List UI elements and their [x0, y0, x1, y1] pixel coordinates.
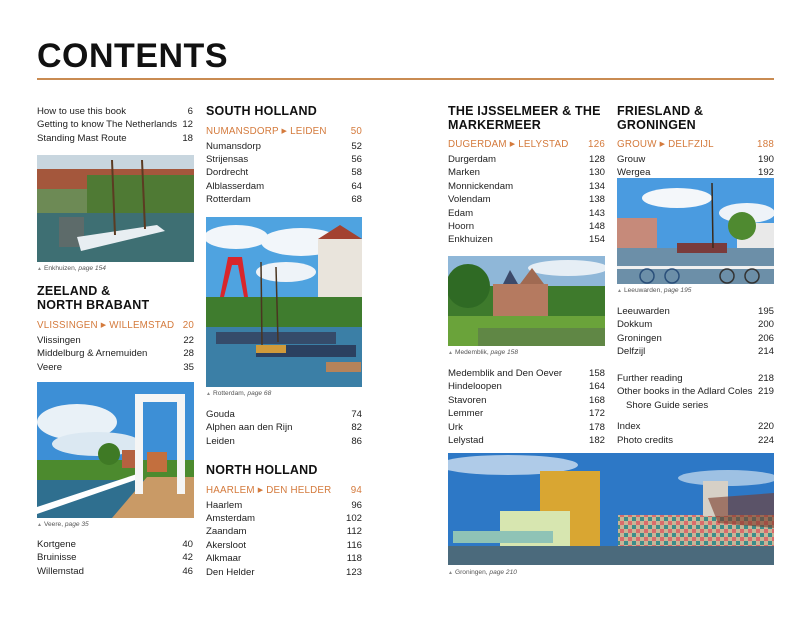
- toc-entry[interactable]: Gouda 74: [206, 409, 362, 420]
- toc-entry[interactable]: Lelystad 182: [448, 435, 605, 447]
- toc-entry[interactable]: Middelburg & Arnemuiden 28: [37, 348, 194, 360]
- section-heading: ZEELAND & NORTH BRABANT: [37, 284, 150, 312]
- section-heading: THE IJSSELMEER & THE MARKERMEER: [448, 104, 601, 132]
- toc-entry[interactable]: Dokkum 200: [617, 319, 774, 331]
- section-zeeland: [37, 285, 194, 374]
- back-matter: [617, 372, 774, 447]
- photo-caption: ▲ Medemblik, page 158: [448, 349, 519, 356]
- toc-entry[interactable]: Lemmer 172: [448, 408, 605, 420]
- toc-entry[interactable]: Hoorn 148: [448, 221, 605, 233]
- toc-entry[interactable]: Monnickendam 134: [448, 180, 605, 192]
- triangle-up-icon: ▲: [37, 522, 42, 528]
- zeeland-list-continued: [37, 538, 193, 578]
- toc-entry[interactable]: Wergea 192: [617, 167, 774, 179]
- toc-entry[interactable]: Marken 130: [448, 167, 605, 179]
- toc-entry[interactable]: Vlissingen 22: [37, 335, 194, 346]
- photo-caption: ▲ Leeuwarden, page 195: [617, 287, 692, 294]
- triangle-up-icon: ▲: [206, 391, 211, 397]
- canal-image-icon: [617, 178, 774, 284]
- route-entry[interactable]: NUMANSDORP ▶ LEIDEN 50: [206, 125, 362, 137]
- section-heading: NORTH HOLLAND: [206, 463, 318, 477]
- play-arrow-icon: ▶: [659, 141, 666, 148]
- toc-entry[interactable]: Groningen 206: [617, 332, 774, 344]
- title-rule: [37, 78, 774, 80]
- toc-entry[interactable]: Hindeloopen 164: [448, 381, 605, 393]
- route-entry[interactable]: HAARLEM ▶ DEN HELDER 94: [206, 484, 362, 496]
- section-heading: SOUTH HOLLAND: [206, 104, 317, 118]
- page-title: CONTENTS: [37, 37, 228, 75]
- photo-groningen: [448, 453, 774, 565]
- play-arrow-icon: ▶: [257, 486, 264, 494]
- play-arrow-icon: ▶: [100, 322, 107, 329]
- toc-entry[interactable]: Enkhuizen 154: [448, 234, 605, 246]
- triangle-up-icon: ▲: [617, 288, 622, 294]
- toc-entry[interactable]: Leeuwarden 195: [617, 306, 774, 317]
- section-friesland: [617, 105, 774, 180]
- toc-entry[interactable]: Edam 143: [448, 207, 605, 219]
- castle-image-icon: [448, 256, 605, 346]
- harbour-image-icon: [37, 155, 194, 262]
- ijsselmeer-list-continued: [448, 367, 605, 447]
- toc-entry-other-books-continued: Shore Guide series: [626, 399, 709, 411]
- museum-image-icon: [448, 453, 774, 565]
- toc-entry-other-books[interactable]: Other books in the Adlard Coles 219: [617, 386, 774, 398]
- harbour-city-image-icon: [206, 217, 362, 387]
- toc-entry[interactable]: Grouw 190: [617, 154, 774, 165]
- toc-entry[interactable]: Willemstad 46: [37, 565, 193, 577]
- toc-entry[interactable]: Bruinisse 42: [37, 552, 193, 564]
- toc-entry[interactable]: How to use this book 6: [37, 106, 193, 117]
- photo-leeuwarden: [617, 178, 774, 284]
- photo-caption: ▲ Rotterdam, page 68: [206, 390, 272, 397]
- section-ijsselmeer: [448, 105, 605, 247]
- play-arrow-icon: ▶: [281, 127, 288, 135]
- triangle-up-icon: ▲: [37, 266, 42, 272]
- play-arrow-icon: ▶: [509, 141, 516, 148]
- photo-caption: ▲ Enkhuizen, page 154: [37, 265, 106, 272]
- toc-entry[interactable]: Stavoren 168: [448, 394, 605, 406]
- intro-list: [37, 105, 193, 145]
- toc-entry[interactable]: Dordrecht 58: [206, 167, 362, 179]
- route-entry[interactable]: DUGERDAM ▶ LELYSTAD 126: [448, 139, 605, 150]
- section-north-holland: [206, 464, 362, 579]
- toc-entry[interactable]: Akersloot 116: [206, 539, 362, 551]
- photo-rotterdam: [206, 217, 362, 387]
- toc-entry[interactable]: Amsterdam 102: [206, 512, 362, 524]
- toc-entry[interactable]: Haarlem 96: [206, 499, 362, 511]
- toc-entry[interactable]: Volendam 138: [448, 194, 605, 206]
- toc-entry[interactable]: Kortgene 40: [37, 539, 193, 550]
- photo-medemblik: [448, 256, 605, 346]
- toc-entry[interactable]: Strijensas 56: [206, 153, 362, 165]
- toc-entry[interactable]: Alblasserdam 64: [206, 180, 362, 192]
- triangle-up-icon: ▲: [448, 350, 453, 356]
- toc-entry[interactable]: Den Helder 123: [206, 566, 362, 578]
- toc-entry[interactable]: Medemblik and Den Oever 158: [448, 368, 605, 379]
- south-holland-list-continued: [206, 408, 362, 448]
- section-south-holland: [206, 105, 362, 207]
- toc-entry[interactable]: Durgerdam 128: [448, 154, 605, 165]
- toc-entry[interactable]: Standing Mast Route 18: [37, 132, 193, 144]
- photo-caption: ▲ Veere, page 35: [37, 521, 89, 528]
- route-entry[interactable]: VLISSINGEN ▶ WILLEMSTAD 20: [37, 320, 194, 331]
- toc-entry-index[interactable]: Index 220: [617, 421, 774, 433]
- photo-caption: ▲ Groningen, page 210: [448, 569, 517, 576]
- toc-entry[interactable]: Zaandam 112: [206, 526, 362, 538]
- toc-entry[interactable]: Urk 178: [448, 421, 605, 433]
- friesland-list-continued: [617, 305, 774, 359]
- toc-entry[interactable]: Numansdorp 52: [206, 140, 362, 152]
- photo-veere: [37, 382, 194, 518]
- triangle-up-icon: ▲: [448, 570, 453, 576]
- toc-entry[interactable]: Delfzijl 214: [617, 346, 774, 358]
- toc-entry[interactable]: Veere 35: [37, 361, 194, 373]
- toc-entry[interactable]: Getting to know The Netherlands 12: [37, 119, 193, 131]
- photo-enkhuizen: [37, 155, 194, 262]
- toc-entry[interactable]: Leiden 86: [206, 435, 362, 447]
- toc-entry[interactable]: Alkmaar 118: [206, 553, 362, 565]
- toc-entry[interactable]: Rotterdam 68: [206, 194, 362, 206]
- toc-entry-photo-credits[interactable]: Photo credits 224: [617, 434, 774, 446]
- toc-entry[interactable]: Alphen aan den Rijn 82: [206, 422, 362, 434]
- toc-entry-further-reading[interactable]: Further reading 218: [617, 373, 774, 384]
- bridge-image-icon: [37, 382, 194, 518]
- route-entry[interactable]: GROUW ▶ DELFZIJL 188: [617, 139, 774, 150]
- section-heading: FRIESLAND & GRONINGEN: [617, 104, 704, 132]
